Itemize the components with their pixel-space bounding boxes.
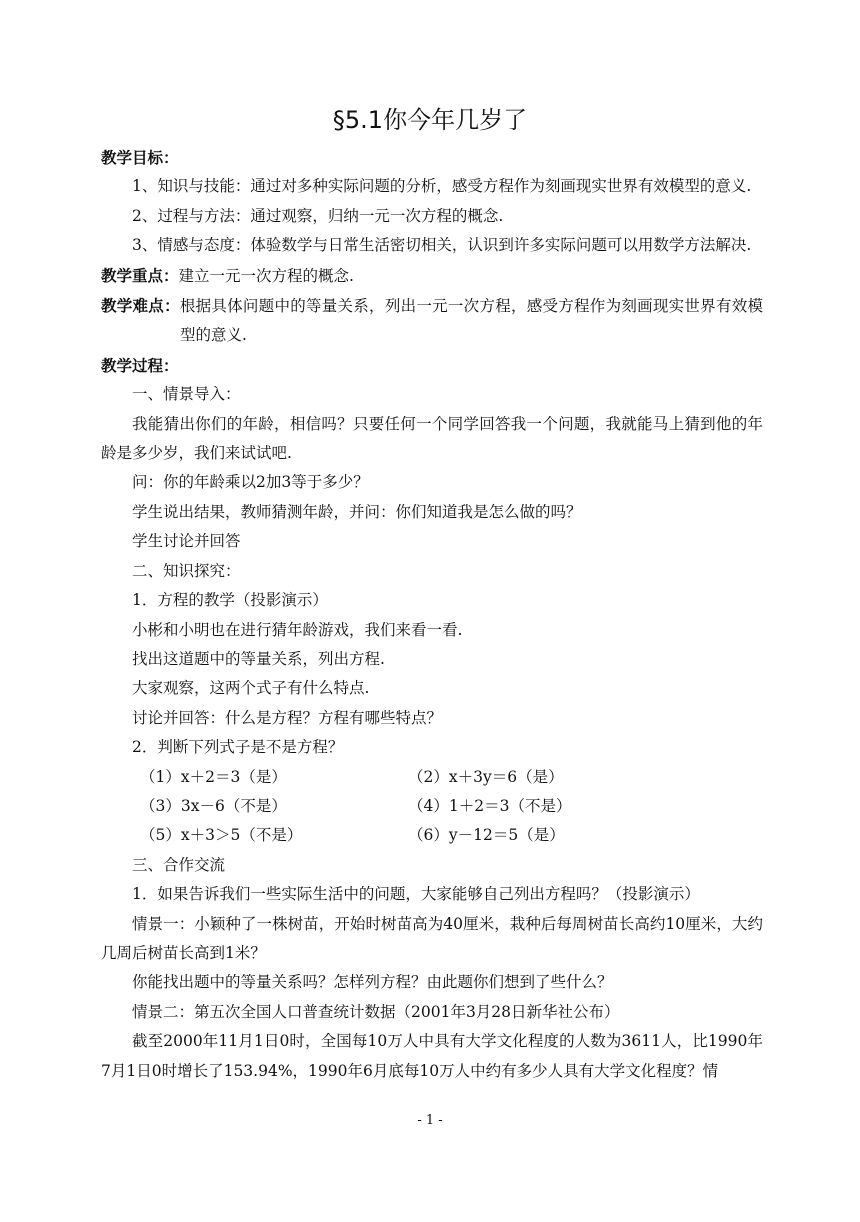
paragraph: 你能找出题中的等量关系吗？怎样列方程？由此题你们想到了些什么？ [132, 973, 613, 992]
page-number: - 1 - [417, 1113, 443, 1128]
paragraph: 1．如果告诉我们一些实际生活中的问题，大家能够自己列出方程吗？（投影演示） [132, 885, 700, 904]
difficulty-label: 教学难点： [101, 296, 180, 316]
section-title: 二、知识探究： [132, 561, 241, 580]
paragraph: 讨论并回答：什么是方程？方程有哪些特点？ [132, 708, 443, 727]
paragraph: 学生讨论并回答 [132, 532, 241, 551]
difficulty-paragraph [101, 291, 763, 351]
goal-item: 3、情感与态度：体验数学与日常生活密切相关，认识到许多实际问题可以用数学方法解决. [132, 236, 752, 255]
paragraph: 情景二：第五次全国人口普查统计数据（2001年3月28日新华社公布） [132, 1002, 620, 1021]
paragraph: 截至2000年11月1日0时，全国每10万人中具有大学文化程度的人数为3611人，比1990年7月1日0时增长了153.94%，1990年6月底每10万人中约有多少人具有大学文化程度？情 [101, 1032, 763, 1080]
judge-item: （3）3x－6（不是） [140, 796, 287, 815]
focus-text: 建立一元一次方程的概念. [178, 266, 354, 285]
judge-item: （6）y－12＝5（是） [408, 826, 565, 845]
page-title: §5.1你今年几岁了 [332, 106, 528, 134]
judge-row [101, 792, 763, 821]
goal-item: 1、知识与技能：通过对多种实际问题的分析，感受方程作为刻画现实世界有效模型的意义. [132, 177, 752, 196]
paragraph: 1．方程的教学（投影演示） [132, 591, 328, 610]
focus-paragraph [101, 261, 763, 291]
focus-label: 教学重点： [101, 265, 179, 285]
paragraph: 问：你的年龄乘以2加3等于多少？ [132, 473, 369, 492]
paragraph: 找出这道题中的等量关系，列出方程. [132, 649, 385, 668]
judge-item: （5）x＋3＞5（不是） [140, 826, 303, 845]
judge-item: （2）x＋3y＝6（是） [408, 767, 564, 786]
paragraph: 小彬和小明也在进行猜年龄游戏，我们来看一看. [132, 620, 463, 639]
paragraph: 学生说出结果，教师猜测年龄，并问：你们知道我是怎么做的吗？ [132, 502, 582, 521]
judge-row [101, 763, 763, 792]
document-body [101, 143, 763, 1086]
goal-item: 2、过程与方法：通过观察，归纳一元一次方程的概念. [132, 206, 504, 225]
process-heading: 教学过程： [101, 355, 179, 375]
paragraph: 情景一：小颖种了一株树苗，开始时树苗高为40厘米，栽种后每周树苗长高约10厘米，大约几周后树苗长高到1米？ [101, 914, 763, 962]
section-title: 三、合作交流 [132, 855, 226, 874]
judge-row [101, 821, 763, 850]
paragraph: 我能猜出你们的年龄，相信吗？只要任何一个同学回答我一个问题，我就能马上猜到他的年龄是多少岁，我们来试试吧. [101, 414, 763, 463]
judge-item: （4）1＋2＝3（不是） [408, 796, 572, 815]
section-title: 一、情景导入： [132, 385, 241, 404]
judge-item: （1）x＋2＝3（是） [140, 767, 287, 786]
goals-heading: 教学目标： [101, 148, 179, 167]
difficulty-text: 根据具体问题中的等量关系，列出一元一次方程，感受方程作为刻画现实世界有效模型的意义. [179, 297, 763, 345]
paragraph: 大家观察，这两个式子有什么特点. [132, 679, 370, 698]
paragraph: 2．判断下列式子是不是方程？ [132, 738, 344, 757]
